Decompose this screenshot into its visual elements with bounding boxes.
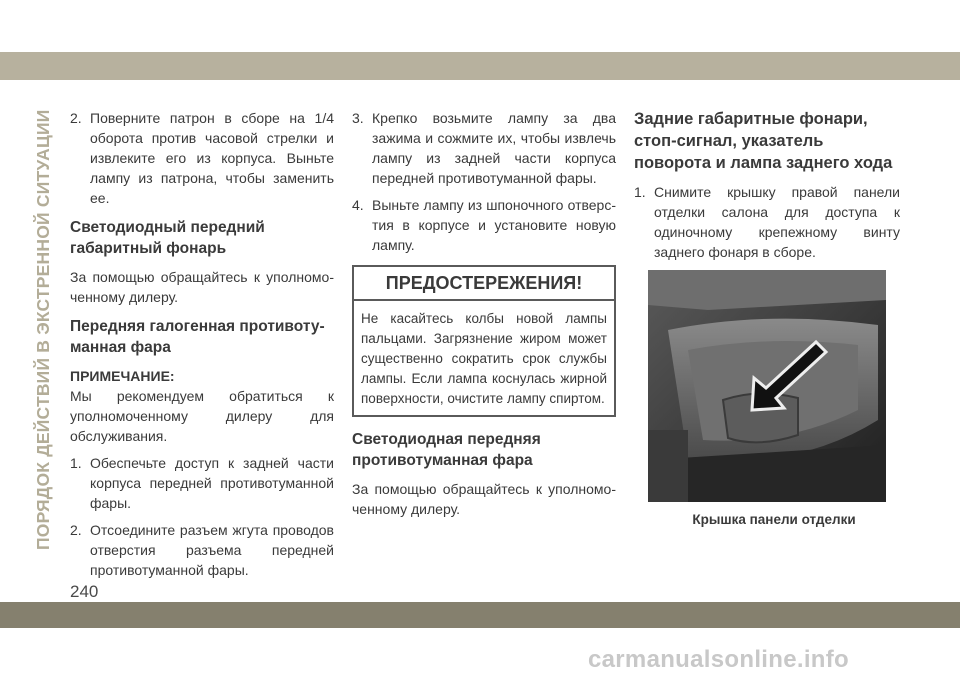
step-text: Обеспечьте доступ к задней части корпуса передней противотуманной фары. [90,455,334,511]
top-band [0,52,960,80]
heading-led-fog-lamp: Светодиодная передняя противотуманная фара [352,431,541,469]
column-3 [634,108,900,530]
note-text: Мы рекомендуем обратиться к уполномоченному дилеру для обслуживания. [70,388,334,444]
led-parking-text: За помощью обращайтесь к уполномоченному дилеру. [70,269,334,305]
page-number: 240 [70,582,99,601]
step-text: Крепко возьмите лампу за два зажима и сожмите их, чтобы извлечь лампу из задней части корпуса передней противотуманной фары. [372,110,616,186]
step-number: 1. [634,184,646,200]
step-2b [70,520,334,580]
warning-title: ПРЕДОСТЕРЕЖЕНИЯ! [354,267,614,301]
section-title: ПОРЯДОК ДЕЙСТВИЙ В ЭКСТРЕННОЙ СИТУАЦИИ [33,109,53,550]
heading-halogen-fog-lamp: Передняя галогенная противотуманная фара [70,318,325,356]
column-2 [352,108,616,526]
step-number: 2. [70,110,82,126]
step-text: Снимите крышку правой панели отделки салона для доступа к одиночному крепежному винту заднего фонаря в сборе. [654,184,900,260]
heading-led-parking-light: Светодиодный передний габаритный фонарь [70,219,265,257]
note [70,366,334,446]
step-3 [352,108,616,188]
led-fog-text: За помощью обращайтесь к уполномоченному дилеру. [352,481,616,517]
warning-box [352,265,616,417]
photo-caption: Крышка панели отделки [692,512,856,527]
step-2 [70,108,334,208]
step-1 [70,453,334,513]
bottom-band [0,602,960,628]
trim-panel-illustration [648,270,886,502]
trim-panel-photo [648,270,886,502]
note-label: ПРИМЕЧАНИЕ: [70,368,175,384]
step-number: 1. [70,455,82,471]
step-1-rear [634,182,900,262]
step-number: 4. [352,197,364,213]
step-text: Поверните патрон в сборе на 1/4 оборота против часовой стрелки и извлеките его из корпуса. Выньте лампу из патрона, чтобы заменить ее. [90,110,334,206]
step-4 [352,195,616,255]
step-number: 2. [70,522,82,538]
watermark: carmanualsonline.info [588,646,850,673]
heading-rear-lamps: Задние габаритные фонари, стоп-сигнал, указатель поворота и лампа заднего хода [634,110,893,172]
step-number: 3. [352,110,364,126]
warning-text: Не касайтесь колбы новой лампы пальцами. Загрязнение жиром может существенно сократить срок службы лампы. Если лампа коснулась жирной поверхности, очистите лампу спиртом. [361,311,607,406]
column-1 [70,108,334,587]
step-text: Отсоедините разъем жгута проводов отверстия разъема передней противотуманной фары. [90,522,334,578]
step-text: Выньте лампу из шпоночного отверстия в корпусе и установите новую лампу. [372,197,616,253]
